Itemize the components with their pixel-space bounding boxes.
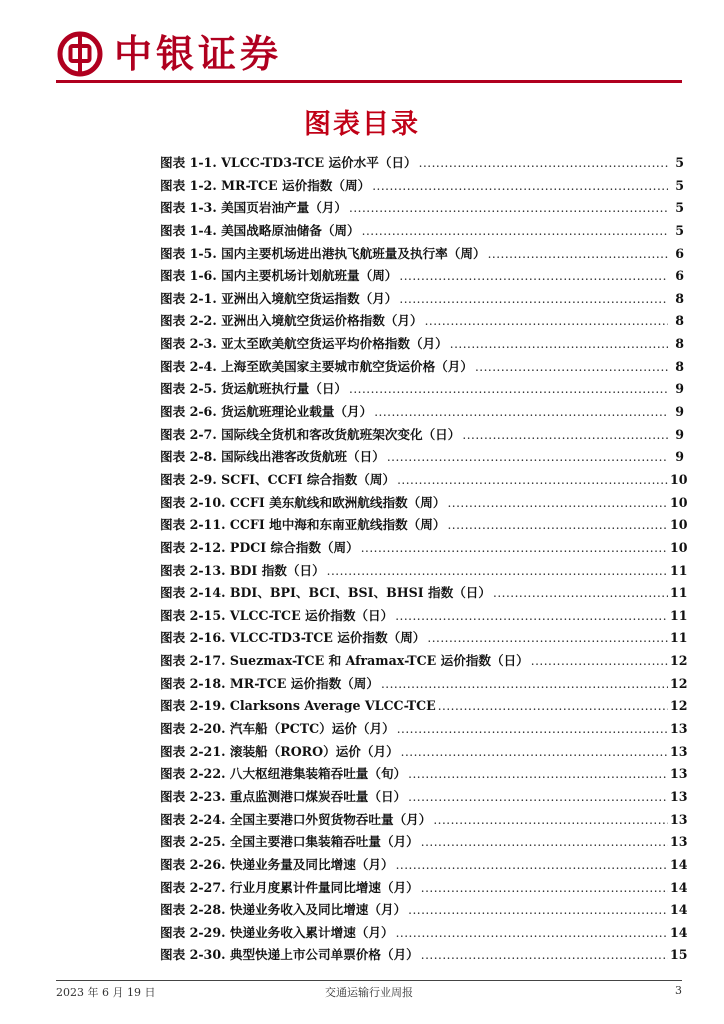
header-divider (56, 80, 682, 83)
toc-dot-leader (421, 881, 668, 895)
toc-dot-leader (408, 767, 668, 781)
page-title: 图表目录 (304, 109, 420, 140)
toc-entry[interactable] (160, 446, 684, 469)
toc-entry[interactable] (160, 152, 684, 175)
toc-dot-leader (531, 654, 668, 668)
toc-dot-leader (450, 337, 668, 351)
toc-entry-label: 图表 2-21. 滚装船（RORO）运价（月） (160, 743, 399, 759)
toc-entry[interactable] (160, 786, 688, 809)
toc-dot-leader (361, 541, 668, 555)
toc-dot-leader (381, 677, 668, 691)
toc-entry-page: 13 (670, 721, 688, 737)
toc-entry[interactable] (160, 560, 688, 583)
toc-entry-page: 11 (670, 562, 688, 578)
toc-entry-label: 图表 2-14. BDI、BPI、BCI、BSI、BHSI 指数（日） (160, 585, 491, 601)
toc-entry[interactable] (160, 243, 684, 266)
toc-entry-page: 14 (670, 924, 688, 940)
page-footer (56, 984, 682, 1000)
toc-entry-page: 12 (670, 675, 688, 691)
toc-entry[interactable] (160, 627, 688, 650)
toc-entry-page: 5 (675, 200, 684, 216)
footer-report-name: 交通运输行业周报 (325, 986, 413, 999)
toc-entry-page: 8 (675, 313, 684, 329)
toc-entry-label: 图表 2-23. 重点监测港口煤炭吞吐量（日） (160, 788, 407, 804)
toc-dot-leader (462, 428, 668, 442)
toc-dot-leader (396, 858, 668, 872)
toc-entry-label: 图表 2-12. PDCI 综合指数（周） (160, 539, 359, 555)
toc-entry-label: 图表 2-25. 全国主要港口集装箱吞吐量（月） (160, 834, 419, 850)
toc-entry-page: 14 (670, 879, 688, 895)
toc-entry[interactable] (160, 922, 688, 945)
toc-entry-label: 图表 2-28. 快递业务收入及同比增速（月） (160, 902, 407, 918)
toc-entry-page: 10 (670, 539, 688, 555)
toc-entry-label: 图表 2-6. 货运航班理论业载量（月） (160, 404, 373, 420)
toc-entry-page: 10 (670, 471, 688, 487)
toc-dot-leader (374, 405, 668, 419)
toc-entry-page: 8 (675, 290, 684, 306)
toc-dot-leader (475, 360, 668, 374)
toc-entry-label: 图表 1-1. VLCC-TD3-TCE 运价水平（日） (160, 155, 417, 170)
toc-entry-page: 11 (670, 630, 688, 646)
toc-entry-label: 图表 1-3. 美国页岩油产量（月） (160, 200, 348, 216)
footer-date: 2023 年 6 月 19 日 (56, 986, 156, 999)
toc-entry-page: 11 (670, 585, 688, 601)
toc-entry-label: 图表 1-5. 国内主要机场进出港执飞航班量及执行率（周） (160, 245, 486, 261)
toc-entry[interactable] (160, 809, 688, 832)
toc-entry[interactable] (160, 514, 688, 537)
toc-entry[interactable] (160, 197, 684, 220)
brand-name: 中银证券 (114, 32, 283, 76)
toc-entry-page: 8 (675, 358, 684, 374)
toc-entry-label: 图表 2-26. 快递业务量及同比增速（月） (160, 856, 394, 872)
toc-dot-leader (421, 835, 668, 849)
toc-entry-page: 14 (670, 902, 688, 918)
toc-entry[interactable] (160, 265, 684, 288)
toc-dot-leader (396, 926, 668, 940)
toc-dot-leader (362, 224, 668, 238)
toc-dot-leader (421, 948, 668, 962)
toc-entry-label: 图表 2-27. 行业月度累计件量同比增速（月） (160, 879, 419, 895)
toc-entry-label: 图表 2-1. 亚洲出入境航空货运指数（月） (160, 290, 398, 306)
toc-entry-label: 图表 2-8. 国际线出港客改货航班（日） (160, 449, 385, 465)
toc-entry-label: 图表 2-9. SCFI、CCFI 综合指数（周） (160, 471, 396, 487)
toc-entry-label: 图表 2-5. 货运航班执行量（日） (160, 381, 348, 397)
toc-entry-label: 图表 2-2. 亚洲出入境航空货运价格指数（月） (160, 313, 423, 329)
toc-entry[interactable] (160, 831, 688, 854)
toc-entry-page: 6 (675, 268, 684, 284)
toc-entry-page: 6 (675, 245, 684, 261)
toc-dot-leader (447, 518, 668, 532)
footer-divider (56, 980, 682, 981)
toc-entry[interactable] (160, 175, 684, 198)
bank-of-china-logo-icon (56, 30, 104, 78)
toc-entry[interactable] (160, 424, 684, 447)
toc-dot-leader (349, 201, 668, 215)
toc-entry[interactable] (160, 378, 684, 401)
toc-entry[interactable] (160, 310, 684, 333)
toc-entry[interactable] (160, 899, 688, 922)
toc-dot-leader (427, 631, 668, 645)
toc-entry-page: 5 (675, 222, 684, 238)
toc-dot-leader (397, 473, 668, 487)
toc-entry[interactable] (160, 356, 684, 379)
toc-entry[interactable] (160, 718, 688, 741)
toc-dot-leader (397, 722, 668, 736)
toc-entry-label: 图表 2-11. CCFI 地中海和东南亚航线指数（周） (160, 517, 446, 533)
toc-entry-page: 12 (670, 653, 688, 669)
toc-dot-leader (399, 269, 668, 283)
toc-dot-leader (493, 586, 668, 600)
toc-entry[interactable] (160, 288, 684, 311)
toc-entry-label: 图表 1-2. MR-TCE 运价指数（周） (160, 177, 371, 193)
toc-entry-page: 8 (675, 336, 684, 352)
toc-dot-leader (438, 699, 668, 713)
toc-entry-label: 图表 2-4. 上海至欧美国家主要城市航空货运价格（月） (160, 358, 473, 374)
toc-entry-page: 15 (670, 947, 688, 963)
footer-page-number: 3 (675, 984, 682, 997)
toc-entry[interactable] (160, 401, 684, 424)
toc-list (160, 152, 688, 967)
toc-dot-leader (401, 745, 668, 759)
toc-entry-label: 图表 2-20. 汽车船（PCTC）运价（月） (160, 721, 395, 737)
toc-entry-label: 图表 1-4. 美国战略原油储备（周） (160, 222, 360, 238)
toc-entry-page: 13 (670, 743, 688, 759)
toc-entry[interactable] (160, 854, 688, 877)
toc-dot-leader (488, 247, 668, 261)
toc-entry-page: 13 (670, 834, 688, 850)
toc-dot-leader (408, 790, 668, 804)
toc-entry-page: 5 (675, 155, 684, 170)
toc-dot-leader (387, 450, 668, 464)
toc-entry[interactable] (160, 650, 688, 673)
toc-entry-label: 图表 2-7. 国际线全货机和客改货航班架次变化（日） (160, 426, 461, 442)
toc-entry-page: 14 (670, 856, 688, 872)
toc-entry[interactable] (160, 220, 684, 243)
toc-entry-page: 12 (670, 698, 688, 714)
toc-dot-leader (399, 292, 668, 306)
toc-entry-label: 图表 2-30. 典型快递上市公司单票价格（月） (160, 947, 419, 963)
toc-entry[interactable] (160, 944, 688, 967)
toc-entry-page: 9 (675, 404, 684, 420)
toc-entry-page: 10 (670, 494, 688, 510)
toc-entry[interactable] (160, 469, 688, 492)
toc-dot-leader (395, 609, 668, 623)
toc-entry-page: 13 (670, 766, 688, 782)
toc-dot-leader (408, 903, 668, 917)
toc-entry[interactable] (160, 492, 688, 515)
toc-entry-page: 13 (670, 788, 688, 804)
toc-entry-label: 图表 2-16. VLCC-TD3-TCE 运价指数（周） (160, 630, 426, 646)
toc-entry[interactable] (160, 333, 684, 356)
toc-entry[interactable] (160, 605, 688, 628)
toc-entry[interactable] (160, 741, 688, 764)
toc-entry[interactable] (160, 537, 688, 560)
toc-entry-label: 图表 2-29. 快递业务收入累计增速（月） (160, 924, 394, 940)
toc-entry-page: 10 (670, 517, 688, 533)
toc-dot-leader (327, 564, 668, 578)
toc-entry-label: 图表 2-13. BDI 指数（日） (160, 562, 325, 578)
toc-entry-label: 图表 2-24. 全国主要港口外贸货物吞吐量（月） (160, 811, 432, 827)
toc-entry-label: 图表 2-17. Suezmax-TCE 和 Aframax-TCE 运价指数（日） (160, 653, 529, 669)
toc-entry-label: 图表 2-15. VLCC-TCE 运价指数（日） (160, 607, 394, 623)
toc-entry-label: 图表 2-19. Clarksons Average VLCC-TCE (160, 698, 436, 714)
toc-entry-label: 图表 2-3. 亚太至欧美航空货运平均价格指数（月） (160, 336, 448, 352)
toc-entry-label: 图表 2-10. CCFI 美东航线和欧洲航线指数（周） (160, 494, 446, 510)
toc-entry-page: 13 (670, 811, 688, 827)
toc-entry-label: 图表 1-6. 国内主要机场计划航班量（周） (160, 268, 398, 284)
toc-entry[interactable] (160, 763, 688, 786)
toc-dot-leader (372, 179, 668, 193)
toc-entry-page: 9 (675, 449, 684, 465)
toc-entry-page: 11 (670, 607, 688, 623)
toc-entry-page: 9 (675, 426, 684, 442)
toc-entry-page: 9 (675, 381, 684, 397)
toc-dot-leader (425, 314, 668, 328)
toc-dot-leader (349, 382, 668, 396)
page-header (56, 24, 682, 84)
toc-dot-leader (447, 496, 668, 510)
toc-entry[interactable] (160, 582, 688, 605)
toc-entry-label: 图表 2-22. 八大枢纽港集装箱吞吐量（旬） (160, 766, 407, 782)
toc-entry-page: 5 (675, 177, 684, 193)
toc-entry[interactable] (160, 673, 688, 696)
toc-dot-leader (419, 156, 668, 170)
toc-dot-leader (433, 813, 668, 827)
toc-entry-label: 图表 2-18. MR-TCE 运价指数（周） (160, 675, 379, 691)
toc-entry[interactable] (160, 877, 688, 900)
toc-entry[interactable] (160, 695, 688, 718)
